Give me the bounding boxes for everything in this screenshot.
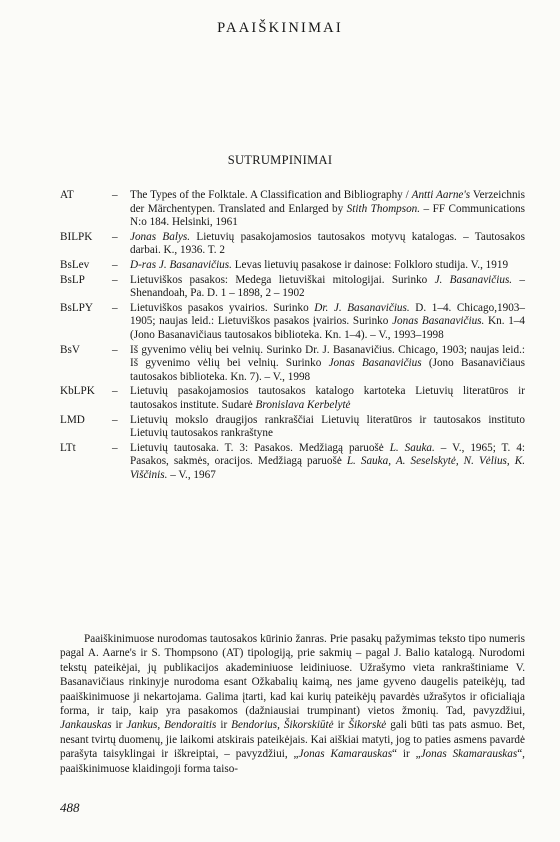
abbreviation-code: LTt [60,441,76,454]
abbreviation-code: AT [60,189,74,201]
entry-dash: – [112,258,118,271]
entry-dash: – [112,230,118,243]
abbreviation-entry [60,442,525,483]
abbreviation-definition: The Types of the Folktale. A Classification and Bibliography / Antti Aarne's Verzeichnis der Märchentypen. Translated and Enlarged by Stith Thompson. – FF Communications N:o 184. Helsinki, 1961 [130,189,525,229]
abbreviation-code: LMD [60,413,85,426]
entry-dash: – [112,343,118,356]
abbreviation-entry [60,231,525,258]
explanation-paragraph: Paaiškinimuose nurodomas tautosakos kūrinio žanras. Prie pasakų pažymimas teksto tipo numeris pagal A. Aarne's ir S. Thompsono (AT) tipologiją, prie sakmių – pagal J. Balio katalogą. Nurodomi tekstų pateikėjai, jų publikacijos akademiniuose leidiniuose. Užrašymo vieta rankraštiniame V. Basanavičiaus rinkinyje nurodoma esant Ožkabalių kaimą, nes jame gyveno daugelis pateikėjų, tad paaiškinimuose ji nekartojama. Galima įtarti, kad kai kurių pateikėjų pavardės užrašytos ir oficialiąja forma, ir taip, kaip yra pasakomos (dažniausiai trumpinant) vietos žmonių. Tad, pavyzdžiui, Jankauskas ir Jankus, Bendoraitis ir Bendorius, Šikorskiūtė ir Šikorskė gali būti tas pats asmuo. Bet, nesant tvirtų duomenų, jie laikomi atskirais pateikėjais. Kai aiškiai matyti, jog to paties asmens pavardė parašyta taisyklingai ir iškreiptai, – pavyzdžiui, „Jonas Kamarauskas“ ir „Jonas Skamarauskas“, paaiškinimuose klaidingoji forma taiso- [60,633,526,775]
abbreviation-definition: Lietuvių mokslo draugijos rankraščiai Lietuvių literatūros ir tautosakos instituto Lietuvių tautosakos rankraštyne [130,413,525,440]
abbreviation-code: BsLev [60,258,90,271]
abbreviation-code: BsV [60,343,80,356]
running-head: PAAIŠKINIMAI [217,20,343,36]
abbreviation-code: BsLP [60,273,85,286]
abbreviation-entry [60,189,525,230]
entry-dash: – [112,413,118,426]
abbreviation-entry [60,274,525,301]
abbreviation-definition: Lietuvių tautosaka. T. 3: Pasakos. Medžiagą paruošė L. Sauka. – V., 1965; T. 4: Pasakos, sakmės, oracijos. Medžiagą paruošė L. Sauka, A. Seselskytė, N. Vėlius, K. Viščinis. – V., 1967 [130,441,526,481]
abbreviation-definition: Lietuvių pasakojamosios tautosakos katalogo kartoteka Lietuvių literatūros ir tautosakos institute. Sudarė Bronislava Kerbelytė [130,385,525,411]
entry-dash: – [112,385,118,398]
entry-dash: – [112,189,118,201]
entry-dash: – [112,273,118,286]
entry-dash: – [112,301,118,314]
abbreviation-entry [60,259,525,273]
abbreviation-entry [60,344,525,385]
abbreviation-definition: Lietuviškos pasakos yvairios. Surinko Dr. J. Basanavičius. D. 1–4. Chicago,1903–1905; naujas leid.: Lietuviškos pasakos įvairios. Surinko Jonas Basanavičius. Kn. 1–4 (Jono Basanavičiaus tautosakos biblioteka. Kn. 1–4). – V., 1993–1998 [130,301,525,341]
entry-dash: – [112,441,118,454]
abbreviation-definition: Jonas Balys. Lietuvių pasakojamosios tautosakos motyvų katalogas. – Tautosakos darbai. K., 1936. T. 2 [130,230,525,257]
abbreviation-entry [60,385,525,412]
abbreviation-entry [60,414,525,441]
page-number: 488 [60,800,80,815]
abbreviation-definition: D-ras J. Basanavičius. Levas lietuvių pasakose ir dainose: Folkloro studija. V., 1919 [130,258,509,271]
abbreviation-definition: Lietuviškos pasakos: Medega lietuviškai mitologijai. Surinko J. Basanavičius. – Shenandoah, Pa. D. 1 – 1898, 2 – 1902 [130,273,526,300]
abbreviation-list [60,189,525,483]
abbreviation-code: KbLPK [60,385,95,398]
section-title: SUTRUMPINIMAI [227,153,333,167]
abbreviation-code: BILPK [60,230,93,243]
abbreviation-definition: Iš gyvenimo vėlių bei velnių. Surinko Dr. J. Basanavičius. Chicago, 1903; naujas leid.: Iš gyvenimo vėlių bei velnių. Surinko Jonas Basanavičius (Jono Basanavičiaus tautosakos biblioteka. Kn. 7). – V., 1998 [130,343,525,383]
abbreviation-entry [60,302,525,343]
abbreviation-code: BsLPY [60,301,93,314]
